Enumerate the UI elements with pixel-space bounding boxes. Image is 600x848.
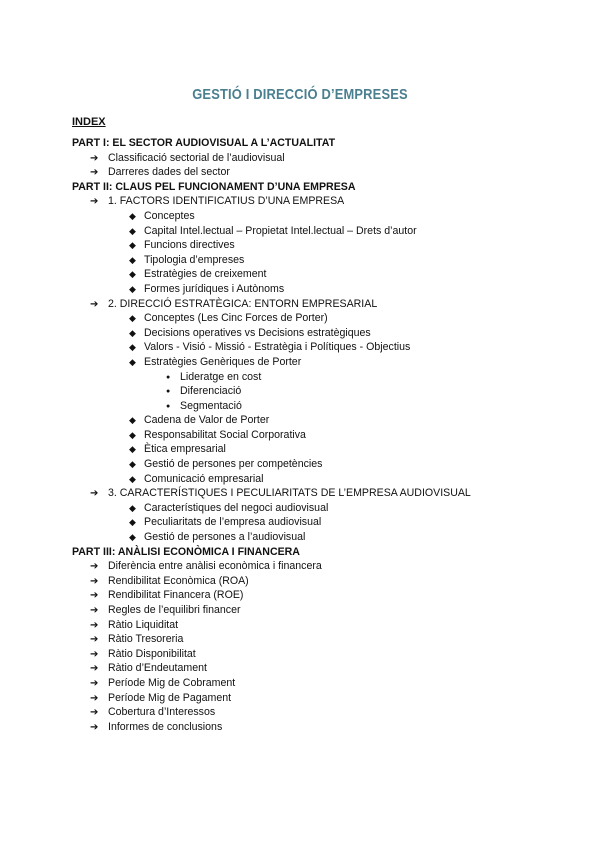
list-item: ◆ Funcions directives	[129, 239, 235, 252]
arrow-icon: ➔	[90, 677, 99, 689]
arrow-icon: ➔	[90, 663, 99, 675]
list-item: ◆ Responsabilitat Social Corporativa	[129, 428, 306, 441]
diamond-icon: ◆	[129, 444, 136, 455]
diamond-icon: ◆	[129, 269, 136, 280]
diamond-icon: ◆	[129, 327, 136, 338]
list-item: ➔ Període Mig de Pagament	[72, 691, 560, 706]
section-heading: ➔ 2. DIRECCIÓ ESTRATÈGICA: ENTORN EMPRESARIAL	[72, 297, 560, 312]
diamond-icon: ◆	[129, 210, 136, 221]
diamond-icon: ◆	[129, 225, 136, 236]
list-item: ➔ Classificació sectorial de l’audiovisual	[72, 151, 560, 166]
arrow-icon: ➔	[90, 298, 99, 310]
bullet-icon: ●	[166, 373, 171, 381]
arrow-icon: ➔	[90, 721, 99, 733]
arrow-icon: ➔	[90, 152, 99, 164]
list-item: ◆ Valors - Visió - Missió - Estratègia i Polítiques - Objectius	[129, 341, 411, 354]
list-item: ➔ Període Mig de Cobrament	[72, 676, 560, 691]
bullet-icon: ●	[166, 402, 171, 410]
diamond-icon: ◆	[129, 313, 136, 324]
list-item: ➔ Darreres dades del sector	[72, 165, 560, 180]
arrow-icon: ➔	[90, 692, 99, 704]
list-item: ◆ Comunicació empresarial	[129, 472, 264, 485]
diamond-icon: ◆	[129, 429, 136, 440]
list-item: ◆ Conceptes	[129, 209, 195, 222]
list-item: ◆ Formes jurídiques i Autònoms	[129, 282, 285, 295]
list-item: ◆ Gestió de persones per competències	[129, 458, 323, 471]
list-item: ➔ Ràtio Tresoreria	[72, 632, 560, 647]
part-heading: PART II: CLAUS PEL FUNCIONAMENT D’UNA EMPRESA	[72, 180, 356, 193]
arrow-icon: ➔	[90, 634, 99, 646]
list-item: ◆ Cadena de Valor de Porter	[129, 414, 270, 427]
arrow-icon: ➔	[90, 605, 99, 616]
list-item: ➔ Ràtio Liquiditat	[72, 618, 560, 633]
list-item: ◆ Conceptes (Les Cinc Forces de Porter)	[129, 312, 328, 325]
list-item: ◆ Decisions operatives vs Decisions estratègiques	[129, 326, 371, 339]
list-item: ◆ Capital Intel.lectual – Propietat Intel.lectual – Drets d’autor	[129, 224, 417, 237]
arrow-icon: ➔	[90, 488, 99, 500]
table-of-contents	[72, 136, 560, 734]
diamond-icon: ◆	[129, 254, 136, 265]
arrow-icon: ➔	[90, 575, 99, 587]
section-heading: ➔ 1. FACTORS IDENTIFICATIUS D’UNA EMPRESA	[72, 194, 560, 209]
arrow-icon: ➔	[90, 590, 99, 602]
list-item: ➔ Cobertura d’Interessos	[72, 705, 560, 720]
sub-list-item: ● Lideratge en cost	[72, 370, 560, 385]
list-item: ➔ Rendibilitat Financera (ROE)	[72, 588, 560, 603]
arrow-icon: ➔	[90, 648, 99, 660]
part-heading: PART III: ANÀLISI ECONÒMICA I FINANCERA	[72, 545, 300, 558]
diamond-icon: ◆	[129, 473, 136, 484]
arrow-icon: ➔	[90, 619, 99, 631]
arrow-icon: ➔	[90, 561, 99, 573]
list-item: ◆ Estratègies de creixement	[129, 268, 267, 281]
list-item: ◆ Ètica empresarial	[129, 443, 226, 456]
index-heading: INDEX	[72, 116, 106, 128]
diamond-icon: ◆	[129, 356, 136, 367]
part-heading: PART I: EL SECTOR AUDIOVISUAL A L’ACTUALITAT	[72, 137, 336, 149]
list-item: ◆ Tipologia d’empreses	[129, 253, 245, 266]
section-heading: ➔ 3. CARACTERÍSTIQUES I PECULIARITATS DE L’EMPRESA AUDIOVISUAL	[72, 486, 560, 501]
page-title: GESTIÓ I DIRECCIÓ D’EMPRESES	[192, 86, 408, 103]
list-item: ◆ Estratègies Genèriques de Porter	[129, 355, 302, 368]
list-item: ➔ Informes de conclusions	[72, 720, 560, 735]
arrow-icon: ➔	[90, 707, 99, 719]
diamond-icon: ◆	[129, 517, 136, 528]
arrow-icon: ➔	[90, 167, 99, 179]
diamond-icon: ◆	[129, 502, 136, 513]
diamond-icon: ◆	[129, 415, 136, 426]
list-item: ➔ Regles de l’equilibri financer	[72, 603, 560, 618]
list-item: ➔ Diferència entre anàlisi econòmica i financera	[72, 559, 560, 574]
sub-list-item: ● Segmentació	[72, 399, 560, 414]
arrow-icon: ➔	[90, 196, 99, 208]
diamond-icon: ◆	[129, 342, 136, 353]
list-item: ◆ Característiques del negoci audiovisual	[129, 501, 329, 514]
diamond-icon: ◆	[129, 283, 136, 294]
list-item: ➔ Ràtio Disponibilitat	[72, 647, 560, 662]
diamond-icon: ◆	[129, 459, 136, 470]
list-item: ◆ Peculiaritats de l’empresa audiovisual	[129, 516, 322, 529]
list-item: ◆ Gestió de persones a l’audiovisual	[129, 531, 306, 544]
bullet-icon: ●	[166, 388, 171, 396]
diamond-icon: ◆	[129, 240, 136, 251]
list-item: ➔ Rendibilitat Econòmica (ROA)	[72, 574, 560, 589]
diamond-icon: ◆	[129, 532, 136, 543]
list-item: ➔ Ràtio d’Endeutament	[72, 661, 560, 676]
sub-list-item: ● Diferenciació	[72, 384, 560, 399]
